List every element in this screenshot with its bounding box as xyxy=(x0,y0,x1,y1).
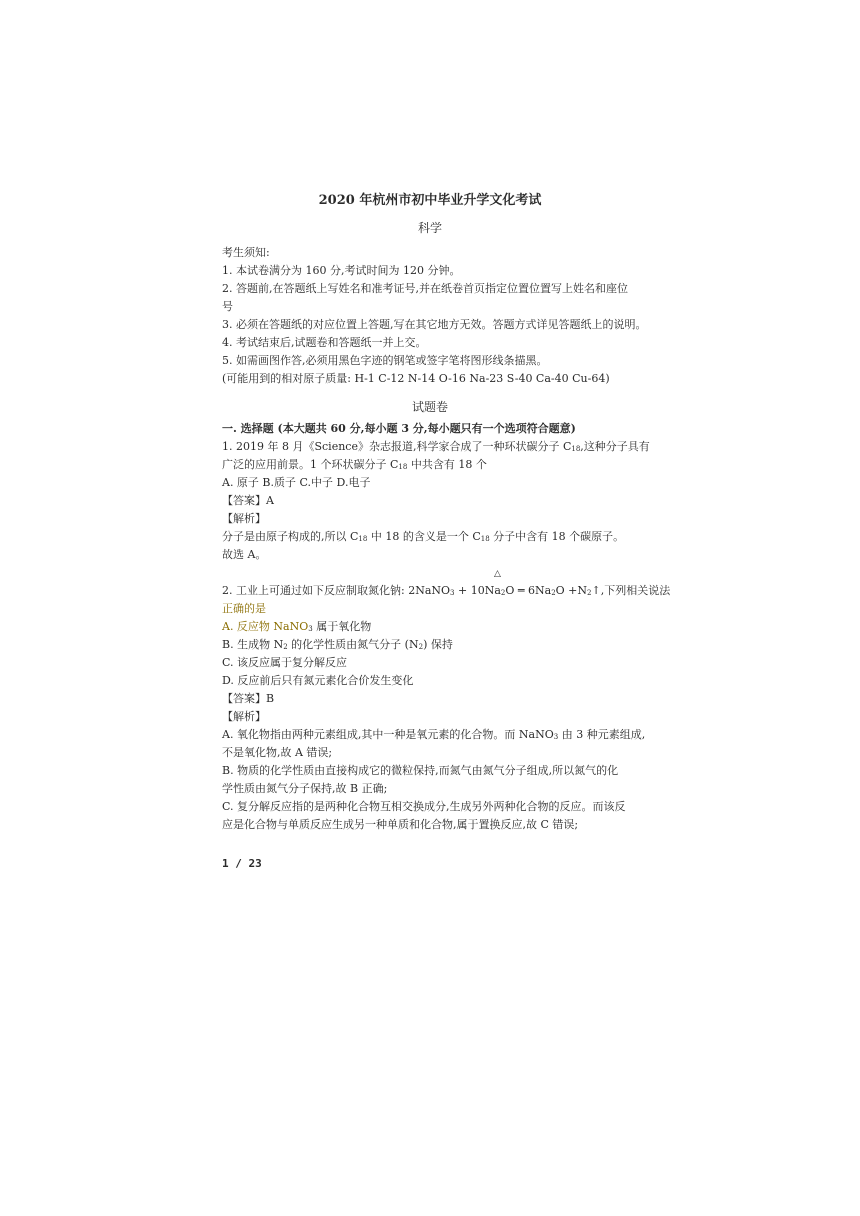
notice-item-2: 2. 答题前,在答题纸上写姓名和准考证号,并在纸卷首页指定位置位置写上姓名和座位 xyxy=(222,282,628,295)
q2-answer: 【答案】B xyxy=(222,692,275,705)
notice-item-5: 5. 如需画图作答,必须用黑色字迹的钢笔或签字笔将图形线条描黑。 xyxy=(222,354,548,367)
notice-item-4: 4. 考试结束后,试题卷和答题纸一并上交。 xyxy=(222,336,427,349)
notice-heading: 考生须知: xyxy=(222,246,270,259)
notice-item-3: 3. 必须在答题纸的对应位置上答题,写在其它地方无效。答题方式详见答题纸上的说明。 xyxy=(222,318,647,331)
subject-title: 科学 xyxy=(417,221,442,235)
q1-analysis-label: 【解析】 xyxy=(222,512,266,525)
q1-stem-line-2: 广泛的应用前景。1 个环状碳分子 $C_{18}$ 中共含有 18 个 xyxy=(222,458,487,471)
q1-conclusion: 故选 A。 xyxy=(222,548,267,561)
q2-stem-line-1: 2. 工业上可通过如下反应制取氮化钠: 2NaNO$_3$ + $10Na_2O$ ═ $6Na_2O$ $+N_2↑$,下列相关说法 xyxy=(222,584,671,597)
q2-analysis-b-1: B. 物质的化学性质由直接构成它的微粒保持,而氮气由氮气分子组成,所以氮气的化 xyxy=(222,764,619,777)
q2-option-c: C. 该反应属于复分解反应 xyxy=(222,656,348,669)
section-title: 试题卷 xyxy=(411,400,448,414)
q1-answer: 【答案】A xyxy=(222,494,274,507)
q2-analysis-c-2: 应是化合物与单质反应生成另一种单质和化合物,属于置换反应,故 C 错误; xyxy=(222,818,579,831)
page-number: 1 / 23 xyxy=(222,857,262,870)
notice-item-1: 1. 本试卷满分为 160 分,考试时间为 120 分钟。 xyxy=(222,264,461,277)
heat-condition-symbol: △ xyxy=(494,569,501,579)
q2-analysis-c-1: C. 复分解反应指的是两种化合物互相交换成分,生成另外两种化合物的反应。而该反 xyxy=(222,800,626,813)
q1-stem-line-1: 1. 2019 年 8 月《Science》杂志报道,科学家合成了一种环状碳分子 $C_{18}$,这种分子具有 xyxy=(222,440,650,453)
q1-analysis: 分子是由原子构成的,所以 $C_{18}$ 中 18 的含义是一个 $C_{18}$ 分子中含有 18 个碳原子。 xyxy=(222,530,625,543)
q2-option-b: B. 生成物 $N_2$ 的化学性质由氮气分子 $(N_2)$ 保持 xyxy=(222,638,453,651)
q1-options: A. 原子 B.质子 C.中子 D.电子 xyxy=(222,476,371,489)
atomic-mass-note: (可能用到的相对原子质量: H-1 C-12 N-14 O-16 Na-23 S-40 Ca-40 Cu-64) xyxy=(222,372,610,385)
exam-title: 2020 年杭州市初中毕业升学文化考试 xyxy=(318,193,542,208)
q2-analysis-b-2: 学性质由氮气分子保持,故 B 正确; xyxy=(222,782,388,795)
q2-option-d: D. 反应前后只有氮元素化合价发生变化 xyxy=(222,674,414,687)
q2-analysis-a-1: A. 氧化物指由两种元素组成,其中一种是氧元素的化合物。而 NaNO$_3$ 由 3 种元素组成, xyxy=(222,728,646,741)
part-one-heading: 一. 选择题 (本大题共 60 分,每小题 3 分,每小题只有一个选项符合题意) xyxy=(222,422,576,435)
notice-item-2-cont: 号 xyxy=(222,300,233,313)
q2-analysis-a-2: 不是氧化物,故 A 错误; xyxy=(222,746,333,759)
q2-stem-line-2: 正确的是 xyxy=(222,602,266,615)
q2-option-a: A. 反应物 NaNO$_3$ 属于氧化物 xyxy=(222,620,372,633)
q2-analysis-label: 【解析】 xyxy=(222,710,266,723)
